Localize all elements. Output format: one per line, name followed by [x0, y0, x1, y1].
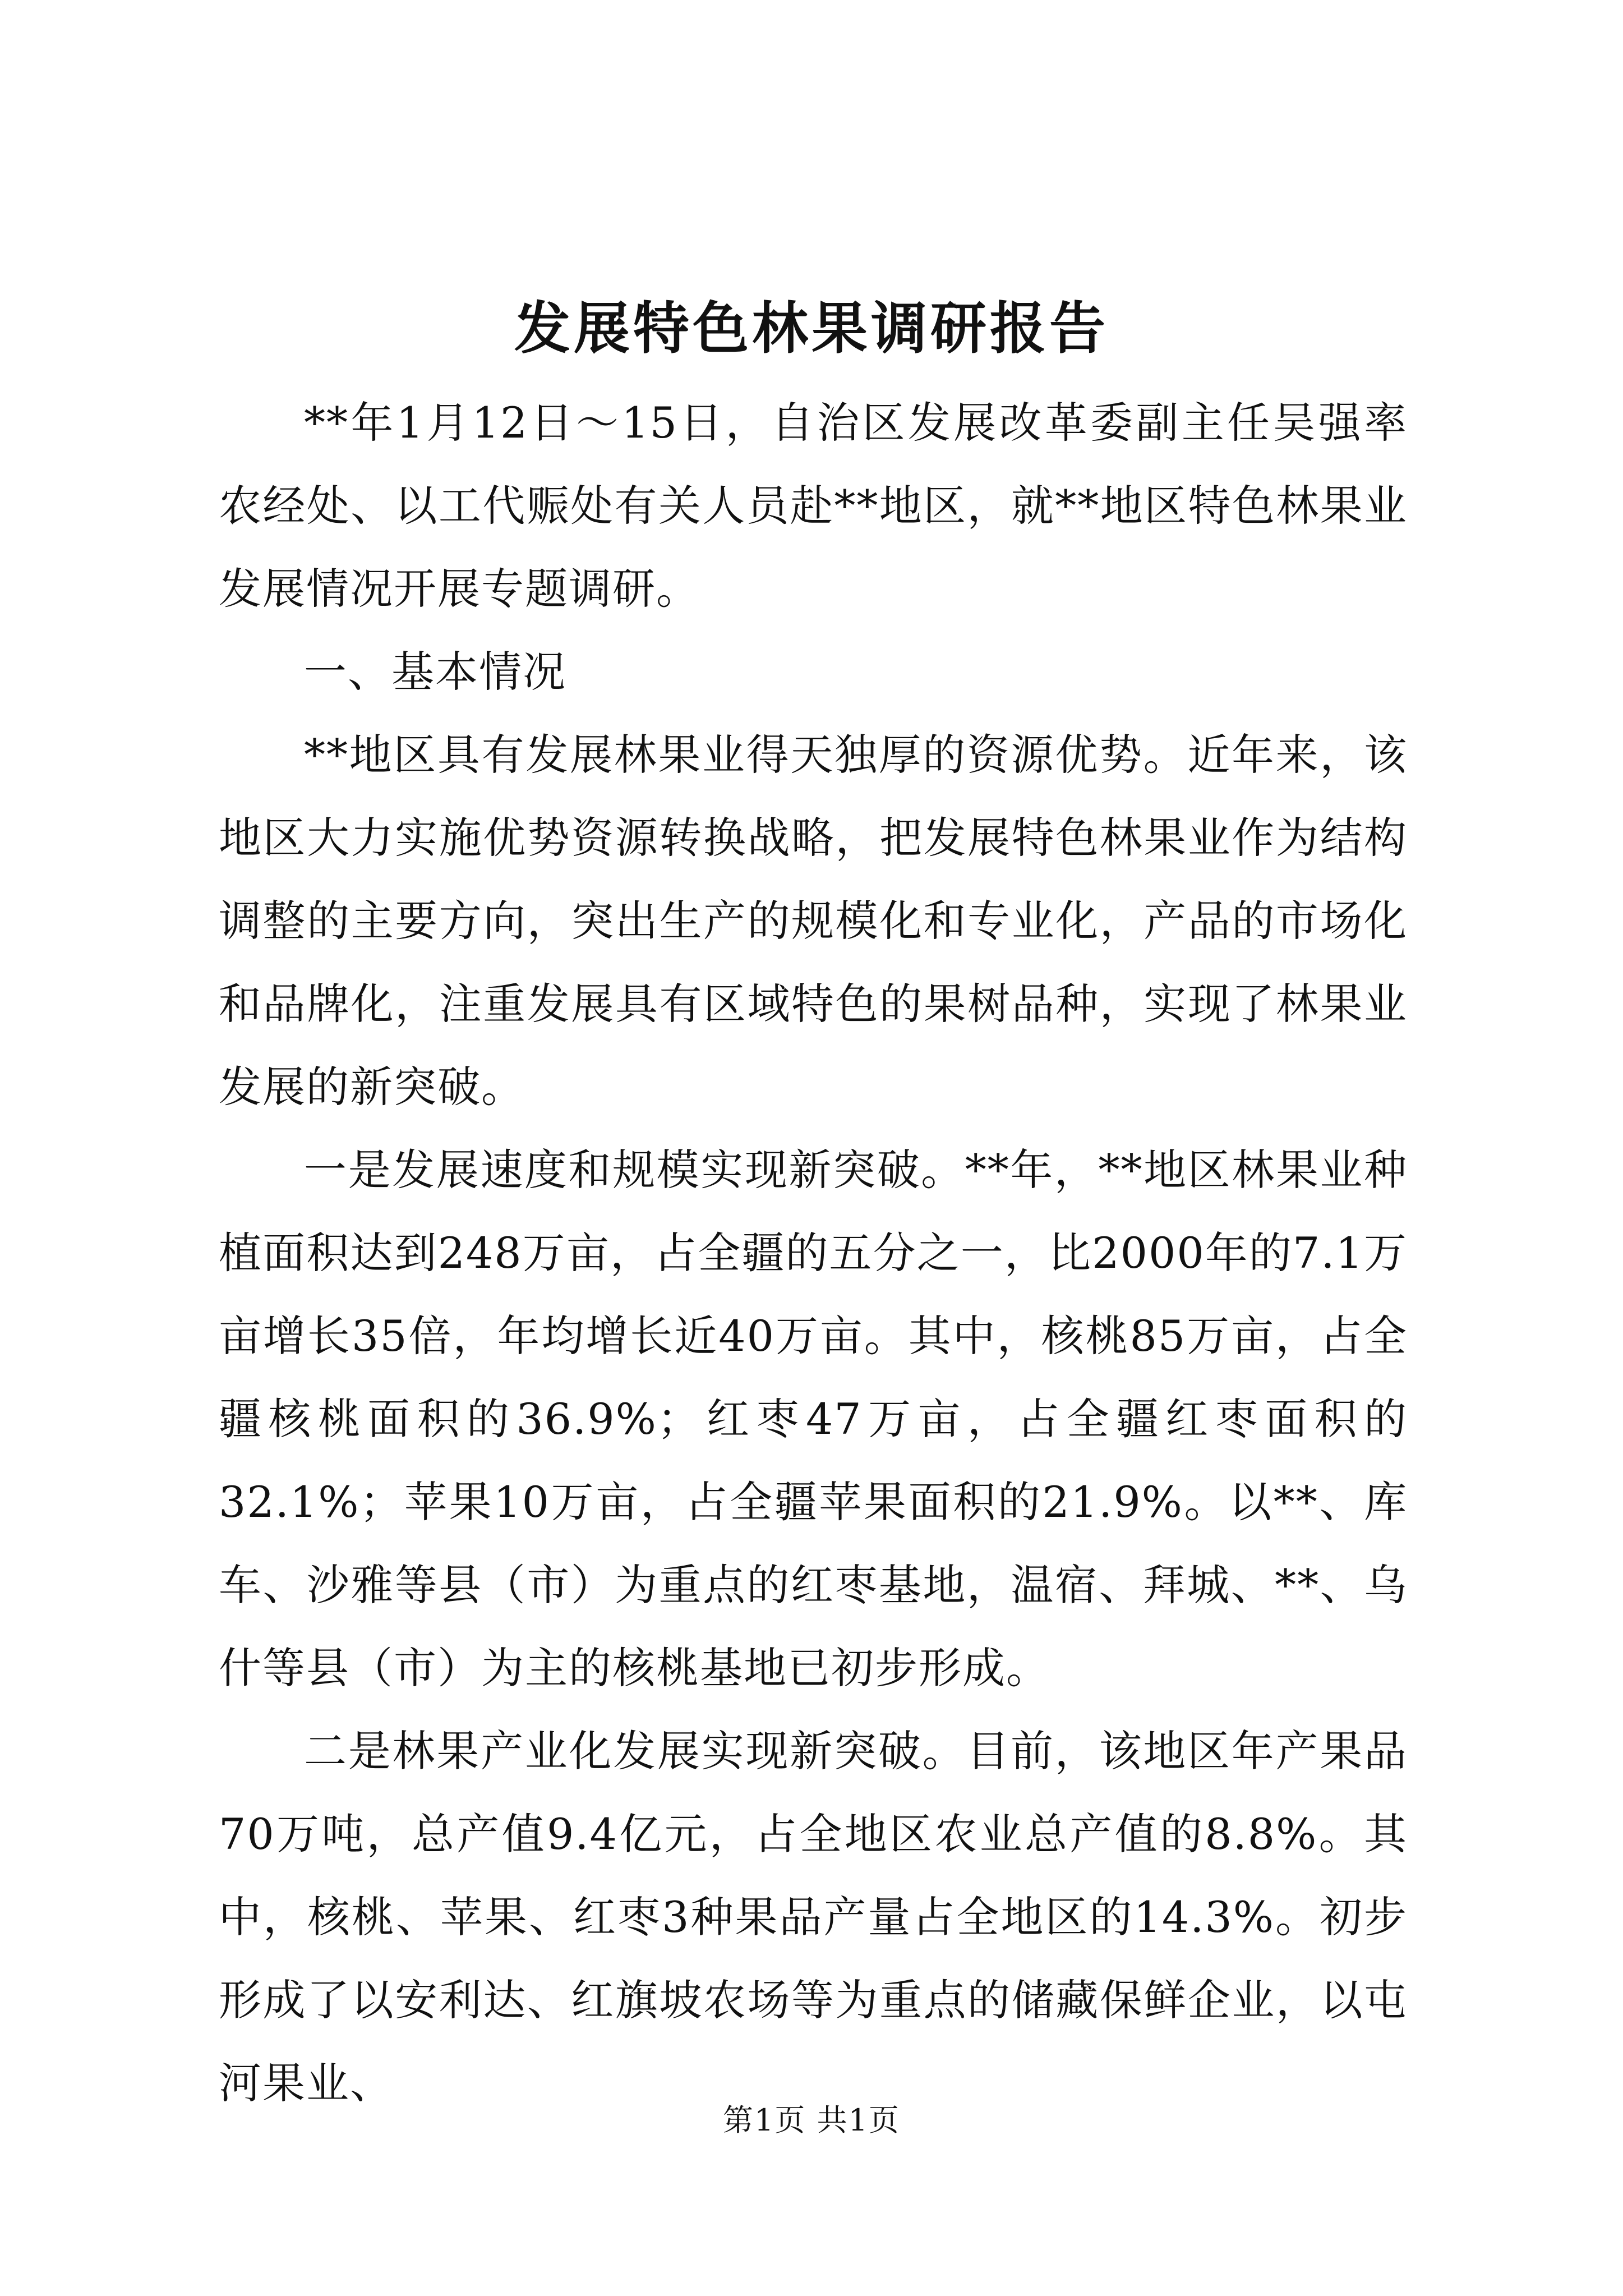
section-heading-basic-situation: 一、基本情况: [304, 647, 566, 697]
paragraph-point-one: 一是发展速度和规模实现新突破。**年，**地区林果业种植面积达到248万亩，占全疆的五分之一，比2000年的7.1万亩增长35倍，年均增长近40万亩。其中，核桃85万亩，占全疆核桃面积的36.9%；红枣47万亩，占全疆红枣面积的32.1%；苹果10万亩，占全疆苹果面积的21.9%。以**、库车、沙雅等县（市）为重点的红枣基地，温宿、拜城、**、乌什等县（市）为主的核桃基地已初步形成。: [219, 1145, 1408, 1693]
document-title: 发展特色林果调研报告: [514, 295, 1109, 361]
paragraph-intro: **年1月12日～15日，自治区发展改革委副主任吴强率农经处、以工代赈处有关人员赴**地区，就**地区特色林果业发展情况开展专题调研。: [219, 398, 1408, 614]
document-body: [219, 381, 1408, 2125]
page-footer: 第1页 共1页: [723, 2102, 900, 2138]
paragraph-point-two: 二是林果产业化发展实现新突破。目前，该地区年产果品70万吨，总产值9.4亿元，占全地区农业总产值的8.8%。其中，核桃、苹果、红枣3种果品产量占全地区的14.3%。初步形成了以安利达、红旗坡农场等为重点的储藏保鲜企业，以屯河果业、: [219, 1726, 1408, 2108]
paragraph-overview: **地区具有发展林果业得天独厚的资源优势。近年来，该地区大力实施优势资源转换战略，把发展特色林果业作为结构调整的主要方向，突出生产的规模化和专业化，产品的市场化和品牌化，注重发展具有区域特色的果树品种，实现了林果业发展的新突破。: [219, 730, 1408, 1112]
